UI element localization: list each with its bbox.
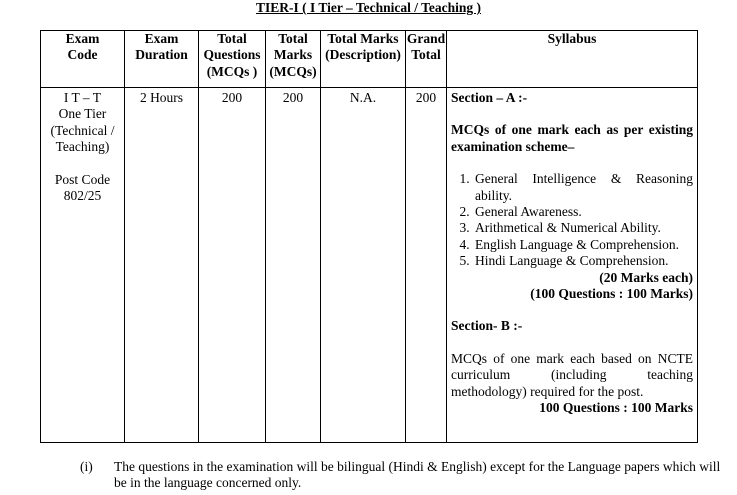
header-text: (MCQs ) [206, 63, 258, 79]
header-total-questions [199, 31, 266, 88]
footnote-number: (i) [80, 459, 93, 474]
cell-syllabus [447, 88, 698, 443]
header-text: Syllabus [547, 31, 597, 46]
section-a-heading: Section – A :- [451, 90, 528, 105]
header-text: Marks [273, 47, 313, 63]
list-item: 3. Arithmetical & Numerical Ability. [473, 220, 693, 236]
header-exam-code [41, 31, 125, 88]
section-a-intro: MCQs of one mark each as per existing examination scheme– [451, 122, 693, 154]
header-row [41, 31, 698, 88]
syllabus-list [451, 171, 693, 269]
list-item: 1. General Intelligence & Reasoning ability. [473, 171, 693, 204]
post-code-value: 802/25 [63, 188, 102, 204]
header-text: Code [67, 47, 98, 63]
post-code-label: Post Code [54, 171, 111, 187]
header-exam-duration [125, 31, 199, 88]
exam-code-line: (Technical / [50, 122, 115, 138]
list-item: 4. English Language & Comprehension. [473, 237, 693, 253]
header-text: Total Marks [327, 31, 399, 46]
header-text: Exam [144, 31, 179, 46]
header-text: Questions [203, 47, 261, 63]
section-b-total: 100 Questions : 100 Marks [539, 400, 693, 416]
cell-duration: 2 Hours [125, 88, 199, 443]
cell-exam-code [41, 88, 125, 443]
exam-code-line: I T – T [63, 90, 102, 105]
header-text: (Description) [325, 47, 401, 63]
cell-marks: 200 [266, 88, 321, 443]
table-row [41, 88, 698, 443]
exam-code-line: One Tier [58, 106, 107, 122]
cell-questions: 200 [199, 88, 266, 443]
header-total-marks [266, 31, 321, 88]
header-text: (MCQs) [269, 63, 317, 79]
section-b-text: MCQs of one mark each based on NCTE curriculum (including teaching methodology) required for the post. [451, 350, 693, 399]
header-syllabus [447, 31, 698, 88]
page-title: TIER-I ( I Tier – Technical / Teaching ) [255, 0, 482, 15]
section-b-heading: Section- B :- [451, 318, 523, 334]
header-grand-total [406, 31, 447, 88]
exam-code-line: Teaching) [55, 139, 110, 155]
list-item: 2. General Awareness. [473, 204, 693, 220]
marks-each: (20 Marks each) [599, 269, 693, 285]
header-text: Grand [406, 31, 446, 46]
cell-grand-total: 200 [406, 88, 447, 443]
footnote-text: The questions in the examination will be bilingual (Hindi & English) except for the Language papers which will be in the language concerned only. [114, 459, 721, 491]
header-text: Total [217, 31, 247, 46]
cell-description-marks: N.A. [321, 88, 406, 443]
header-text: Total [411, 47, 441, 63]
header-total-marks-description [321, 31, 406, 88]
header-text: Duration [135, 47, 188, 63]
list-item: 5. Hindi Language & Comprehension. [473, 253, 693, 269]
header-text: Exam [65, 31, 100, 46]
exam-table [40, 30, 698, 443]
header-text: Total [278, 31, 308, 46]
section-a-total: (100 Questions : 100 Marks) [530, 286, 693, 302]
